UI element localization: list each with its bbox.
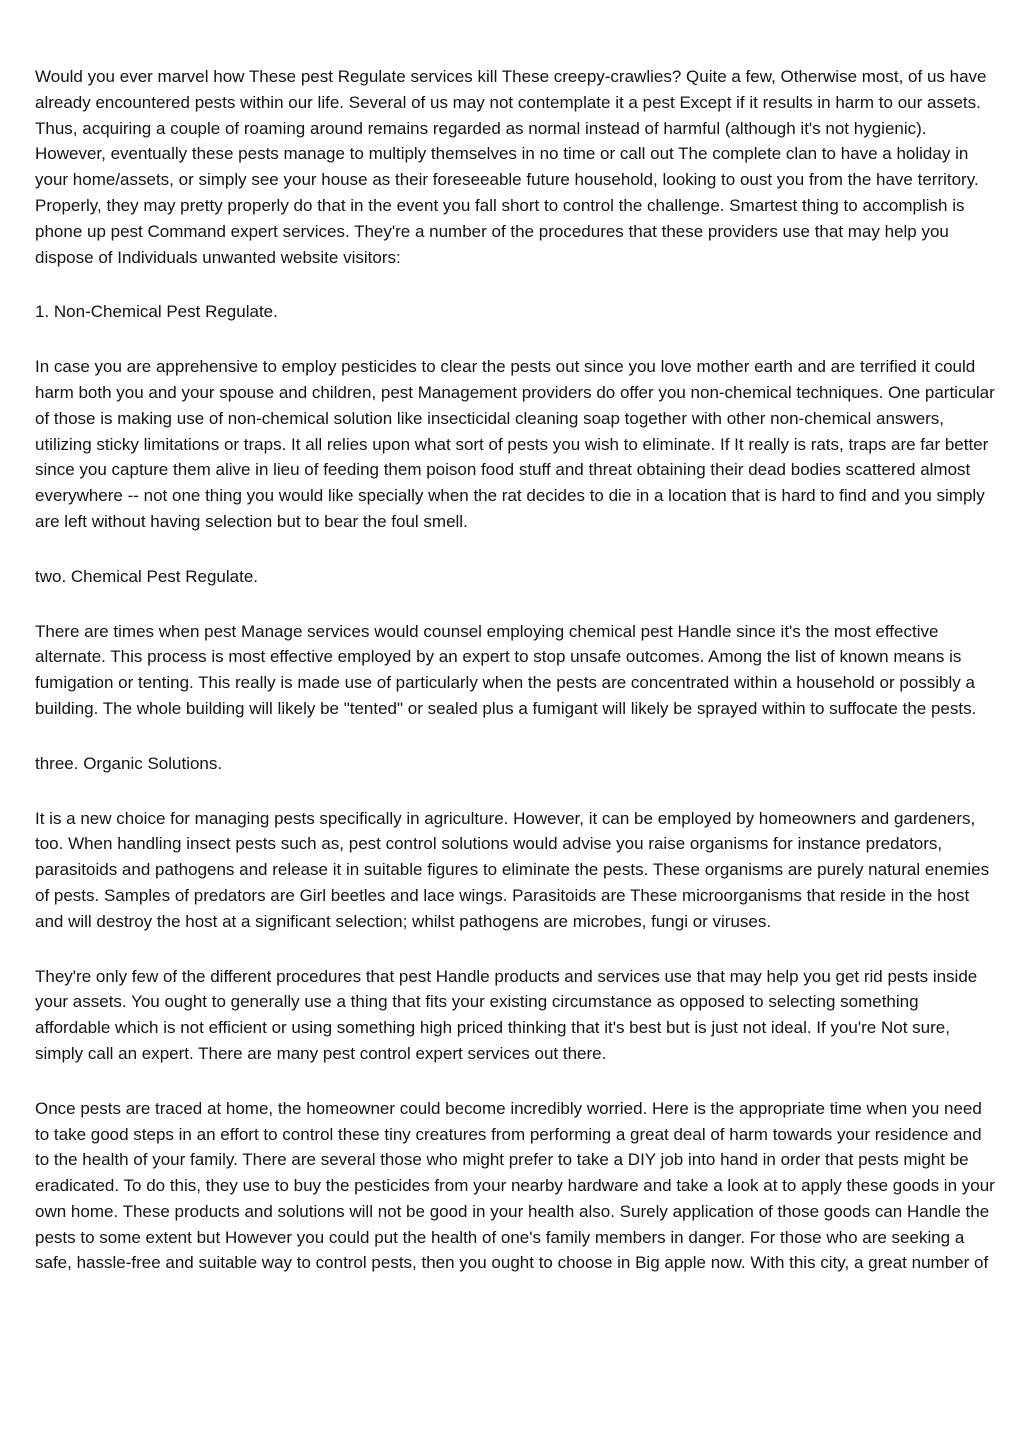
paragraph-non-chemical: In case you are apprehensive to employ pesticides to clear the pests out since you love mother earth and are terrified it could harm both you and your spouse and children, pest Management providers do offer you non-chemical techniques. One particular of those is making use of non-chemical solution like insecticidal cleaning soap together with other non-chemical answers, utilizing sticky limitations or traps. It all relies upon what sort of pests you wish to eliminate. If It really is rats, traps are far better since you capture them alive in lieu of feeding them poison food stuff and threat obtaining their dead bodies scattered almost everywhere -- not one thing you would like specially when the rat decides to die in a location that is hard to find and you simply are left without having selection but to bear the foul smell.	[35, 357, 995, 531]
paragraph-chemical: There are times when pest Manage services would counsel employing chemical pest Handle since it's the most effective alternate. This process is most effective employed by an expert to stop unsafe outcomes. Among the list of known means is fumigation or tenting. This really is made use of particularly when the pests are concentrated within a household or possibly a building. The whole building will likely be "tented" or sealed plus a fumigant will likely be sprayed within to suffocate the pests.	[35, 621, 977, 718]
heading-organic: three. Organic Solutions.	[35, 753, 223, 773]
paragraph-intro: Would you ever marvel how These pest Regulate services kill These creepy-crawlies? Quite a few, Otherwise most, of us have already encountered pests within our life. Several of us may not contemplate it a pest Except if it results in harm to our assets. Thus, acquiring a couple of roaming around remains regarded as normal instead of harmful (although it's not hygienic). However, eventually these pests manage to multiply themselves in no time or call out The complete clan to have a holiday in your home/assets, or simply see your house as their foreseeable future household, looking to oust you from the have territory. Properly, they may pretty properly do that in the event you fall short to control the challenge. Smartest thing to accomplish is phone up pest Command expert services. They're a number of the procedures that these providers use that may help you dispose of Individuals unwanted website visitors:	[35, 67, 987, 267]
paragraph-organic: It is a new choice for managing pests specifically in agriculture. However, it can be employed by homeowners and gardeners, too. When handling insect pests such as, pest control solutions would advise you raise organisms for instance predators, parasitoids and pathogens and release it in suitable figures to eliminate the pests. These organisms are purely natural enemies of pests. Samples of predators are Girl beetles and lace wings. Parasitoids are These microorganisms that reside in the host and will destroy the host at a significant selection; whilst pathogens are microbes, fungi or viruses.	[35, 808, 990, 931]
heading-non-chemical: 1. Non-Chemical Pest Regulate.	[35, 302, 278, 322]
heading-chemical: two. Chemical Pest Regulate.	[35, 566, 258, 586]
document-page	[35, 64, 995, 1276]
paragraph-homeowner: Once pests are traced at home, the homeowner could become incredibly worried. Here is the appropriate time when you need to take good steps in an effort to control these tiny creatures from performing a great deal of harm towards your residence and to the health of your family. There are several those who might prefer to take a DIY job into hand in order that pests might be eradicated. To do this, they use to buy the pesticides from your nearby hardware and take a look at to apply these goods in your own home. These products and solutions will not be good in your health also. Surely application of those goods can Handle the pests to some extent but However you could put the health of one's family members in danger. For those who are seeking a safe, hassle-free and suitable way to control pests, then you ought to choose in Big apple now. With this city, a great number of	[35, 1098, 995, 1273]
paragraph-summary: They're only few of the different procedures that pest Handle products and services use that may help you get rid pests inside your assets. You ought to generally use a thing that fits your existing circumstance as opposed to selecting something affordable which is not efficient or using something high priced thinking that it's best but is just not ideal. If you're Not sure, simply call an expert. There are many pest control expert services out there.	[35, 966, 978, 1063]
